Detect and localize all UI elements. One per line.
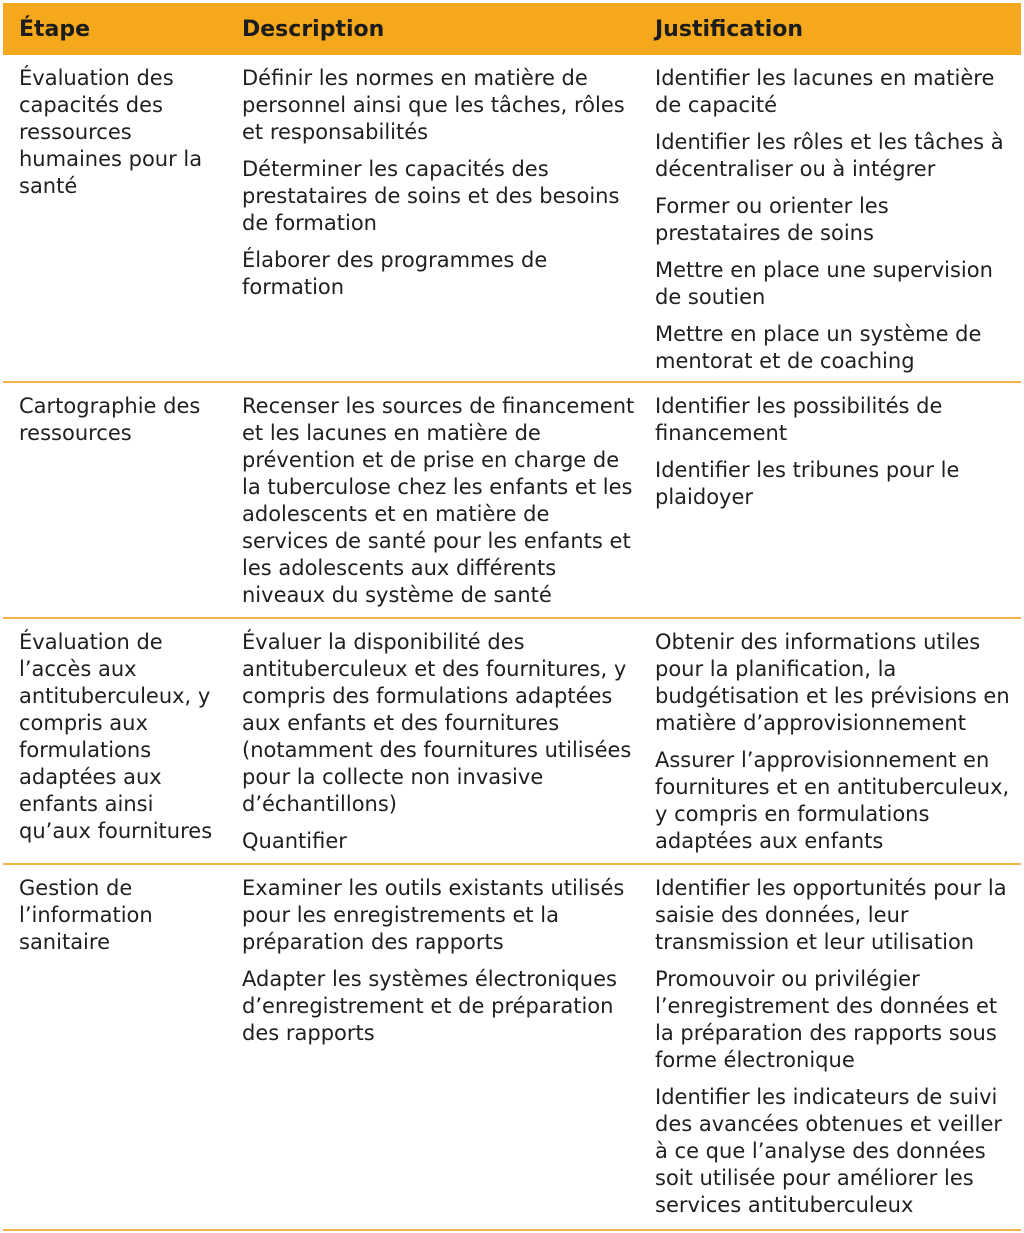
description-item: Adapter les systèmes électroniques d’enregistrement et de préparation des rapports bbox=[242, 967, 617, 1045]
row-description bbox=[242, 629, 637, 855]
row-etape: Évaluation de l’accès aux antituberculeux, y compris aux formulations adaptées aux enfants ainsi qu’aux fournitures bbox=[19, 630, 213, 843]
description-item: Quantifier bbox=[242, 829, 347, 853]
header-description: Description bbox=[242, 17, 385, 42]
description-item: Recenser les sources de financement et les lacunes en matière de prévention et de prise en charge de la tuberculose chez les enfants et les adolescents et en matière de services de santé pour les enfants et les adolescents aux différents niveaux du système de santé bbox=[242, 394, 635, 607]
description-item: Évaluer la disponibilité des antituberculeux et des fournitures, y compris des formulations adaptées aux enfants et des fournitures (notamment des fournitures utilisées pour la collecte non invasive d’échantillons) bbox=[242, 630, 632, 816]
justification-item: Identifier les indicateurs de suivi des avancées obtenues et veiller à ce que l’analyse des données soit utilisée pour améliorer les services antituberculeux bbox=[655, 1085, 1003, 1217]
table-row bbox=[3, 55, 1021, 383]
row-description bbox=[242, 875, 637, 1047]
description-item: Élaborer des programmes de formation bbox=[242, 248, 548, 299]
table-header bbox=[3, 3, 1021, 55]
justification-item: Former ou orienter les prestataires de soins bbox=[655, 194, 889, 245]
justification-item: Identifier les rôles et les tâches à décentraliser ou à intégrer bbox=[655, 130, 1004, 181]
table-row bbox=[3, 619, 1021, 865]
row-description bbox=[242, 65, 637, 301]
row-justification bbox=[655, 65, 1011, 375]
row-etape: Gestion de l’information sanitaire bbox=[19, 876, 153, 954]
description-item: Définir les normes en matière de personnel ainsi que les tâches, rôles et responsabilités bbox=[242, 66, 625, 144]
table-row bbox=[3, 383, 1021, 619]
justification-item: Identifier les possibilités de financement bbox=[655, 394, 943, 445]
justification-item: Mettre en place un système de mentorat et de coaching bbox=[655, 322, 982, 373]
header-justification: Justification bbox=[655, 17, 804, 42]
row-justification bbox=[655, 393, 1011, 511]
description-item: Examiner les outils existants utilisés pour les enregistrements et la préparation des rapports bbox=[242, 876, 625, 954]
header-etape: Étape bbox=[19, 17, 91, 42]
justification-item: Obtenir des informations utiles pour la planification, la budgétisation et les prévisions en matière d’approvisionnement bbox=[655, 630, 1010, 735]
row-justification bbox=[655, 875, 1011, 1219]
row-justification bbox=[655, 629, 1011, 855]
justification-item: Identifier les opportunités pour la saisie des données, leur transmission et leur utilisation bbox=[655, 876, 1007, 954]
row-description bbox=[242, 393, 637, 609]
row-etape: Cartographie des ressources bbox=[19, 394, 201, 445]
description-item: Déterminer les capacités des prestataires de soins et des besoins de formation bbox=[242, 157, 620, 235]
justification-item: Identifier les tribunes pour le plaidoyer bbox=[655, 458, 960, 509]
justification-item: Promouvoir ou privilégier l’enregistrement des données et la préparation des rapports sous forme électronique bbox=[655, 967, 998, 1072]
justification-item: Mettre en place une supervision de soutien bbox=[655, 258, 993, 309]
steps-table bbox=[3, 3, 1021, 1231]
row-etape: Évaluation des capacités des ressources humaines pour la santé bbox=[19, 66, 203, 198]
table-row bbox=[3, 865, 1021, 1231]
justification-item: Assurer l’approvisionnement en fournitures et en antituberculeux, y compris en formulations adaptées aux enfants bbox=[655, 748, 1010, 853]
justification-item: Identifier les lacunes en matière de capacité bbox=[655, 66, 995, 117]
